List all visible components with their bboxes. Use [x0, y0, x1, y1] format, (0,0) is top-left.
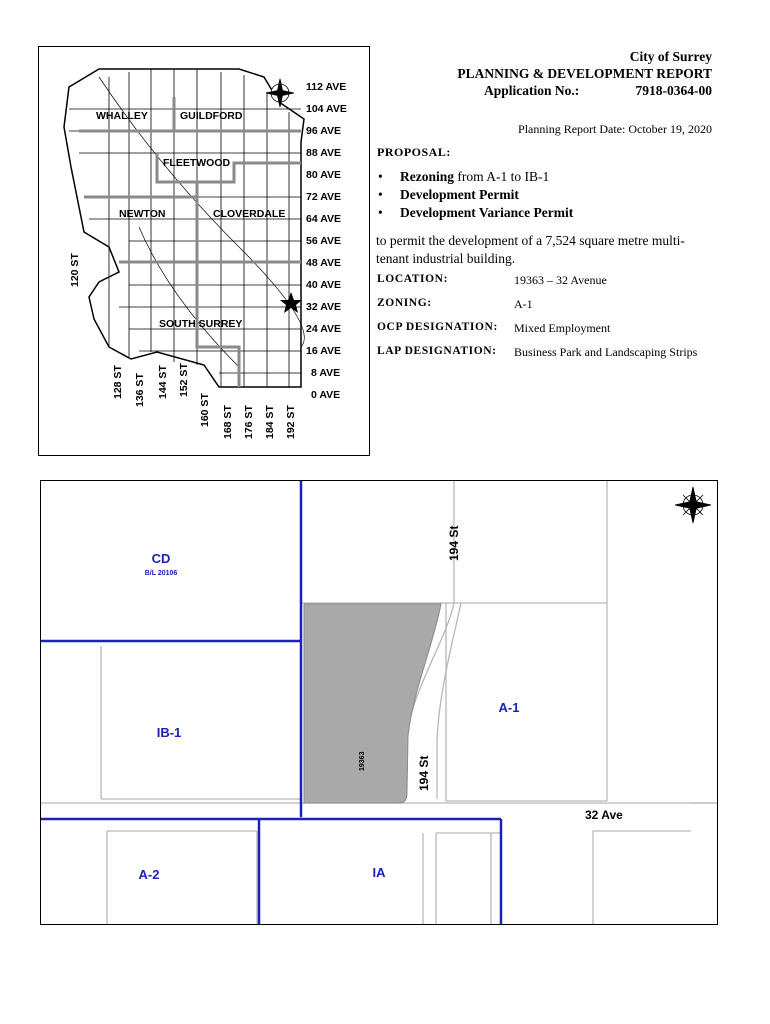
road-label-194-st: 194 St — [447, 525, 461, 561]
road-label-194-st: 194 St — [417, 755, 431, 791]
avenue-label: 56 AVE — [306, 235, 342, 247]
site-map — [40, 480, 718, 925]
ocp-label: OCP DESIGNATION: — [377, 321, 498, 333]
zone-label-a1: A-1 — [498, 700, 520, 715]
avenue-label: 64 AVE — [306, 213, 342, 225]
street-label: 160 ST — [199, 393, 211, 427]
proposal-item — [378, 186, 573, 204]
area-fleetwood: FLEETWOOD — [163, 157, 231, 169]
street-label: 136 ST — [134, 373, 146, 407]
street-label: 128 ST — [112, 365, 124, 399]
street-label: 144 ST — [157, 365, 169, 399]
avenue-label: 16 AVE — [306, 345, 342, 357]
proposal-item-bold: Development Variance Permit — [400, 205, 574, 220]
site-map-graphic — [41, 481, 718, 925]
zone-label-ia: IA — [372, 865, 386, 880]
avenue-label: 112 AVE — [306, 81, 347, 93]
location-label: LOCATION: — [377, 273, 448, 285]
area-south-surrey: SOUTH SURREY — [159, 318, 243, 330]
lap-label: LAP DESIGNATION: — [377, 345, 497, 357]
proposal-item-rest: from A-1 to IB-1 — [454, 169, 550, 184]
proposal-heading: PROPOSAL: — [377, 145, 451, 159]
avenue-label: 80 AVE — [306, 169, 342, 181]
street-label: 120 ST — [69, 253, 81, 287]
avenue-label: 88 AVE — [306, 147, 342, 159]
area-whalley: WHALLEY — [96, 110, 148, 122]
avenue-label: 48 AVE — [306, 257, 342, 269]
lot-number: 19363 — [359, 751, 366, 771]
avenue-label: 104 AVE — [306, 103, 347, 115]
lap-value: Business Park and Landscaping Strips — [514, 345, 698, 359]
street-label: 168 ST — [222, 405, 234, 439]
zone-label-a2: A-2 — [138, 867, 160, 882]
avenue-label: 32 AVE — [306, 301, 342, 313]
street-label: 152 ST — [178, 363, 190, 397]
report-date: Planning Report Date: October 19, 2020 — [518, 122, 712, 136]
proposal-item-bold: Development Permit — [400, 187, 519, 202]
street-label: 192 ST — [285, 405, 297, 439]
avenue-label: 8 AVE — [311, 367, 341, 379]
street-label: 184 ST — [264, 405, 276, 439]
proposal-purpose: to permit the development of a 7,524 square metre multi-tenant industrial building. — [376, 233, 685, 266]
road-label-32-ave: 32 Ave — [585, 808, 623, 822]
location-value: 19363 – 32 Avenue — [514, 273, 607, 287]
zoning-value: A-1 — [514, 297, 533, 311]
avenue-label: 40 AVE — [306, 279, 342, 291]
avenue-label: 96 AVE — [306, 125, 342, 137]
avenue-label: 72 AVE — [306, 191, 342, 203]
ocp-value: Mixed Employment — [514, 321, 611, 335]
avenue-label: 0 AVE — [311, 389, 341, 401]
zone-label-cd: CD — [151, 551, 171, 566]
application-label: Application No.: — [484, 83, 580, 98]
avenue-label: 24 AVE — [306, 323, 342, 335]
area-cloverdale: CLOVERDALE — [213, 208, 286, 220]
zone-bylaw-label: B/L 20106 — [144, 570, 178, 577]
key-map — [38, 46, 370, 456]
city-name: City of Surrey — [629, 49, 712, 64]
zoning-label: ZONING: — [377, 297, 432, 309]
report-title: PLANNING & DEVELOPMENT REPORT — [457, 66, 712, 81]
proposal-item — [378, 168, 573, 186]
proposal-item — [378, 204, 573, 222]
street-label: 176 ST — [243, 405, 255, 439]
area-guildford: GUILDFORD — [180, 110, 243, 122]
application-number: 7918-0364-00 — [635, 83, 712, 98]
proposal-list — [378, 168, 573, 222]
zone-label-ib1: IB-1 — [156, 725, 182, 740]
proposal-item-bold: Rezoning — [400, 169, 454, 184]
area-newton: NEWTON — [119, 208, 166, 220]
